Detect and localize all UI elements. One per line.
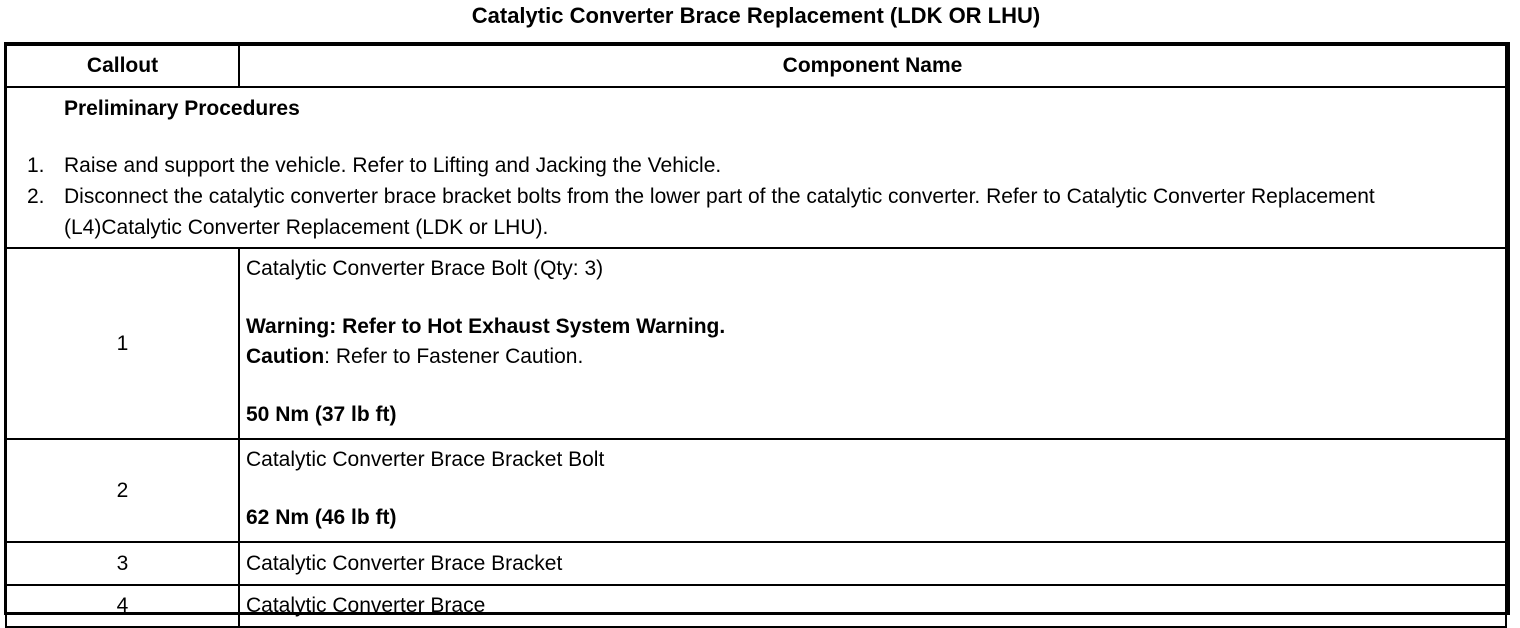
caution-text: : Refer to Fastener Caution. [324, 345, 584, 368]
table-row [6, 542, 1506, 585]
table-row [6, 248, 1506, 439]
torque-spec: 50 Nm (37 lb ft) [246, 403, 397, 426]
component-name-cell [239, 439, 1506, 542]
procedure-table [5, 43, 1507, 628]
component-name: Catalytic Converter Brace Bolt (Qty: 3) [246, 257, 604, 280]
callout-number: 1 [6, 248, 239, 439]
callout-number: 2 [6, 439, 239, 542]
callout-number: 4 [6, 585, 239, 627]
torque-spec: 62 Nm (46 lb ft) [246, 506, 397, 529]
warning-note [246, 312, 1499, 342]
preliminary-procedures-cell [6, 87, 1506, 248]
table-header-row [6, 45, 1506, 88]
component-name: Catalytic Converter Brace Bracket Bolt [246, 448, 605, 471]
callout-column-header: Callout [6, 45, 239, 88]
preliminary-procedures-heading: Preliminary Procedures [64, 97, 300, 120]
step-number: 2. [27, 185, 45, 208]
list-item [27, 150, 1495, 181]
page-title: Catalytic Converter Brace Replacement (LDK OR LHU) [471, 3, 1041, 28]
caution-label: Caution [246, 345, 325, 368]
table-row [6, 585, 1506, 627]
component-name: Catalytic Converter Brace Bracket [239, 542, 1506, 585]
step-number: 1. [27, 154, 45, 177]
preliminary-procedures-row [6, 87, 1506, 248]
step-text: Raise and support the vehicle. Refer to Lifting and Jacking the Vehicle. [64, 154, 722, 177]
caution-note [246, 342, 1499, 372]
callout-number: 3 [6, 542, 239, 585]
component-name-cell [239, 248, 1506, 439]
list-item [27, 181, 1495, 243]
step-text: Disconnect the catalytic converter brace bracket bolts from the lower part of the catalytic converter. Refer to Catalytic Converter Replacement (L4)Catalytic Converter Replacement (LDK or LHU). [64, 185, 1375, 239]
component-name: Catalytic Converter Brace [239, 585, 1506, 627]
table-row [6, 439, 1506, 542]
warning-label: Warning: [246, 315, 337, 338]
warning-text: Refer to Hot Exhaust System Warning. [342, 315, 726, 338]
preliminary-steps-list [27, 150, 1495, 243]
component-name-column-header: Component Name [239, 45, 1506, 88]
